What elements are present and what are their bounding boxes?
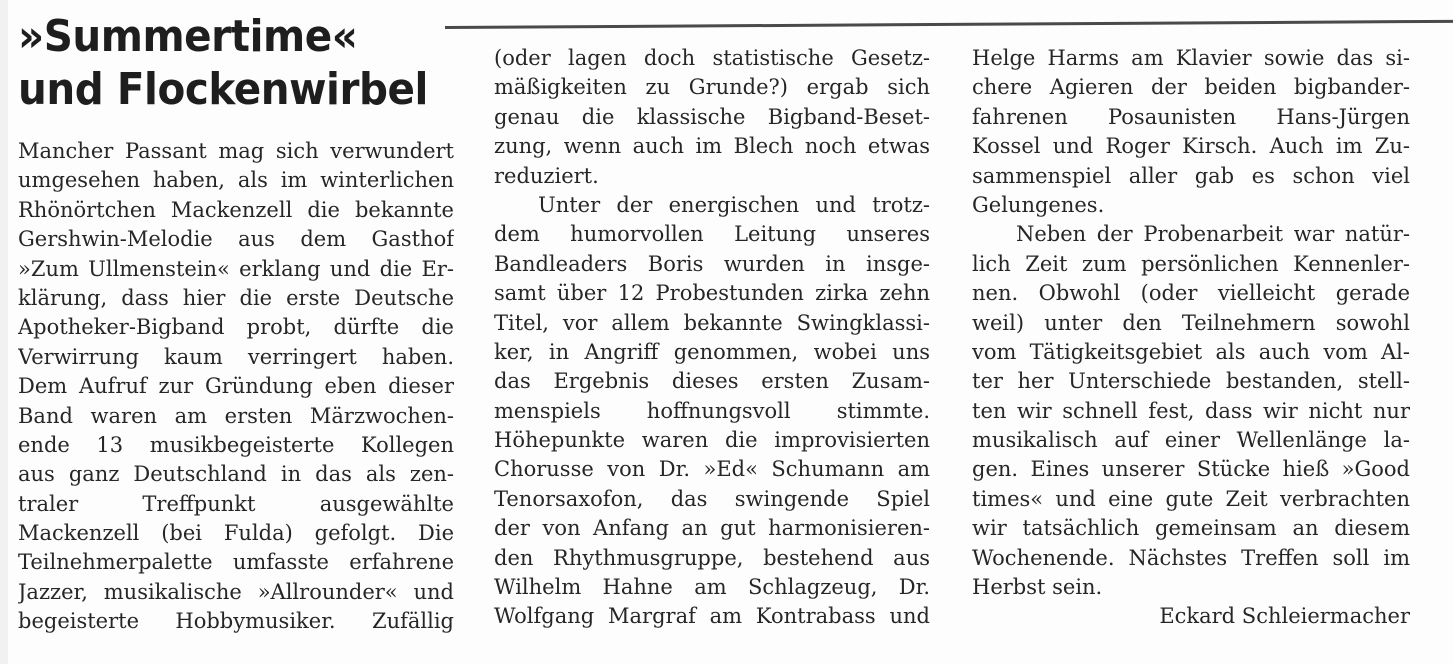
text-line: Höhepunkte waren die improvisierten bbox=[494, 428, 930, 453]
text-column-3 bbox=[972, 44, 1410, 632]
text-line: menspiels hoffnungsvoll stimmte. bbox=[494, 398, 930, 423]
text-column-1 bbox=[18, 137, 454, 637]
text-line: Helge Harms am Klavier sowie das si- bbox=[972, 46, 1410, 70]
text-line: (oder lagen doch statistische Gesetz- bbox=[494, 46, 930, 70]
text-line: begeisterte Hobbymusiker. Zufällig bbox=[18, 609, 454, 634]
text-line: ten wir schnell fest, dass wir nicht nur bbox=[972, 398, 1410, 423]
text-line: Wilhelm Hahne am Schlagzeug, Dr. bbox=[494, 575, 930, 600]
article-headline bbox=[18, 10, 428, 116]
text-line: nen. Obwohl (oder vielleicht gerade bbox=[972, 281, 1410, 306]
text-line: den Rhythmusgruppe, bestehend aus bbox=[494, 545, 930, 570]
text-line: traler Treffpunkt ausgewählte bbox=[18, 491, 454, 516]
text-line: Bandleaders Boris wurden in insge- bbox=[494, 251, 930, 276]
text-line: lich Zeit zum persönlichen Kennenler- bbox=[972, 251, 1410, 276]
text-line: zung, wenn auch im Blech noch etwas bbox=[494, 134, 930, 159]
text-line: Chorusse von Dr. »Ed« Schumann am bbox=[494, 457, 930, 482]
text-line: wir tatsächlich gemeinsam an diesem bbox=[972, 516, 1410, 541]
text-line: Neben der Probenarbeit war natür- bbox=[1016, 222, 1410, 247]
headline-line-1: »Summertime« bbox=[18, 11, 358, 62]
text-line: das Ergebnis dieses ersten Zusam- bbox=[494, 369, 930, 394]
text-line: samt über 12 Probestunden zirka zehn bbox=[494, 281, 930, 306]
text-line: gen. Eines unserer Stücke hieß »Good bbox=[972, 457, 1410, 482]
text-line: ker, in Angriff genommen, wobei uns bbox=[494, 339, 930, 364]
text-line: Wolfgang Margraf am Kontrabass und bbox=[494, 604, 930, 629]
text-line: ter her Unterschiede bestanden, stell- bbox=[972, 369, 1410, 394]
headline-line-2: und Flockenwirbel bbox=[18, 64, 428, 115]
text-line: Unter der energischen und trotz- bbox=[538, 192, 930, 217]
text-column-2 bbox=[494, 44, 930, 632]
text-line: weil) unter den Teilnehmern sowohl bbox=[972, 310, 1410, 335]
text-line: vom Tätigkeitsgebiet als auch vom Al- bbox=[972, 339, 1410, 364]
text-line: Jazzer, musikalische »Allrounder« und bbox=[18, 579, 454, 604]
text-line: »Zum Ullmenstein« erklang und die Er- bbox=[18, 256, 454, 281]
text-line: Apotheker-Bigband probt, dürfte die bbox=[18, 315, 454, 340]
text-line: Mancher Passant mag sich verwundert bbox=[18, 139, 454, 163]
text-line: chere Agieren der beiden bigbander- bbox=[972, 75, 1410, 100]
text-line: Dem Aufruf zur Gründung eben dieser bbox=[18, 374, 454, 399]
column-rule-top bbox=[445, 20, 1453, 29]
scan-edge bbox=[0, 0, 8, 664]
text-line: Wochenende. Nächstes Treffen soll im bbox=[972, 545, 1410, 570]
text-line: Gershwin-Melodie aus dem Gasthof bbox=[18, 227, 454, 252]
text-line: Gelungenes. bbox=[972, 192, 1105, 217]
text-line: Tenorsaxofon, das swingende Spiel bbox=[494, 486, 930, 511]
text-line: genau die klassische Bigband-Beset- bbox=[494, 104, 930, 129]
text-line: Titel, vor allem bekannte Swingklassi- bbox=[494, 310, 930, 335]
text-line: musikalisch auf einer Wellenlänge la- bbox=[972, 428, 1410, 453]
author-byline: Eckard Schleiermacher bbox=[1159, 604, 1410, 629]
text-line: times« und eine gute Zeit verbrachten bbox=[972, 486, 1410, 511]
text-line: mäßigkeiten zu Grunde?) ergab sich bbox=[494, 75, 930, 100]
text-line: klärung, dass hier die erste Deutsche bbox=[18, 285, 454, 310]
text-line: aus ganz Deutschland in das als zen- bbox=[18, 462, 454, 487]
text-line: fahrenen Posaunisten Hans-Jürgen bbox=[972, 104, 1410, 129]
text-line: reduziert. bbox=[494, 163, 599, 188]
text-line: Kossel und Roger Kirsch. Auch im Zu- bbox=[972, 134, 1410, 159]
text-line: Verwirrung kaum verringert haben. bbox=[18, 344, 454, 369]
text-line: Band waren am ersten Märzwochen- bbox=[18, 403, 454, 428]
text-line: sammenspiel aller gab es schon viel bbox=[972, 163, 1410, 188]
text-line: Teilnehmerpalette umfasste erfahrene bbox=[18, 550, 454, 575]
text-line: dem humorvollen Leitung unseres bbox=[494, 222, 930, 247]
text-line: Rhönörtchen Mackenzell die bekannte bbox=[18, 197, 454, 222]
text-line: der von Anfang an gut harmonisieren- bbox=[494, 516, 930, 541]
text-line: umgesehen haben, als im winterlichen bbox=[18, 168, 454, 193]
text-line: ende 13 musikbegeisterte Kollegen bbox=[18, 432, 454, 457]
text-line: Herbst sein. bbox=[972, 575, 1103, 600]
text-line: Mackenzell (bei Fulda) gefolgt. Die bbox=[18, 521, 454, 546]
